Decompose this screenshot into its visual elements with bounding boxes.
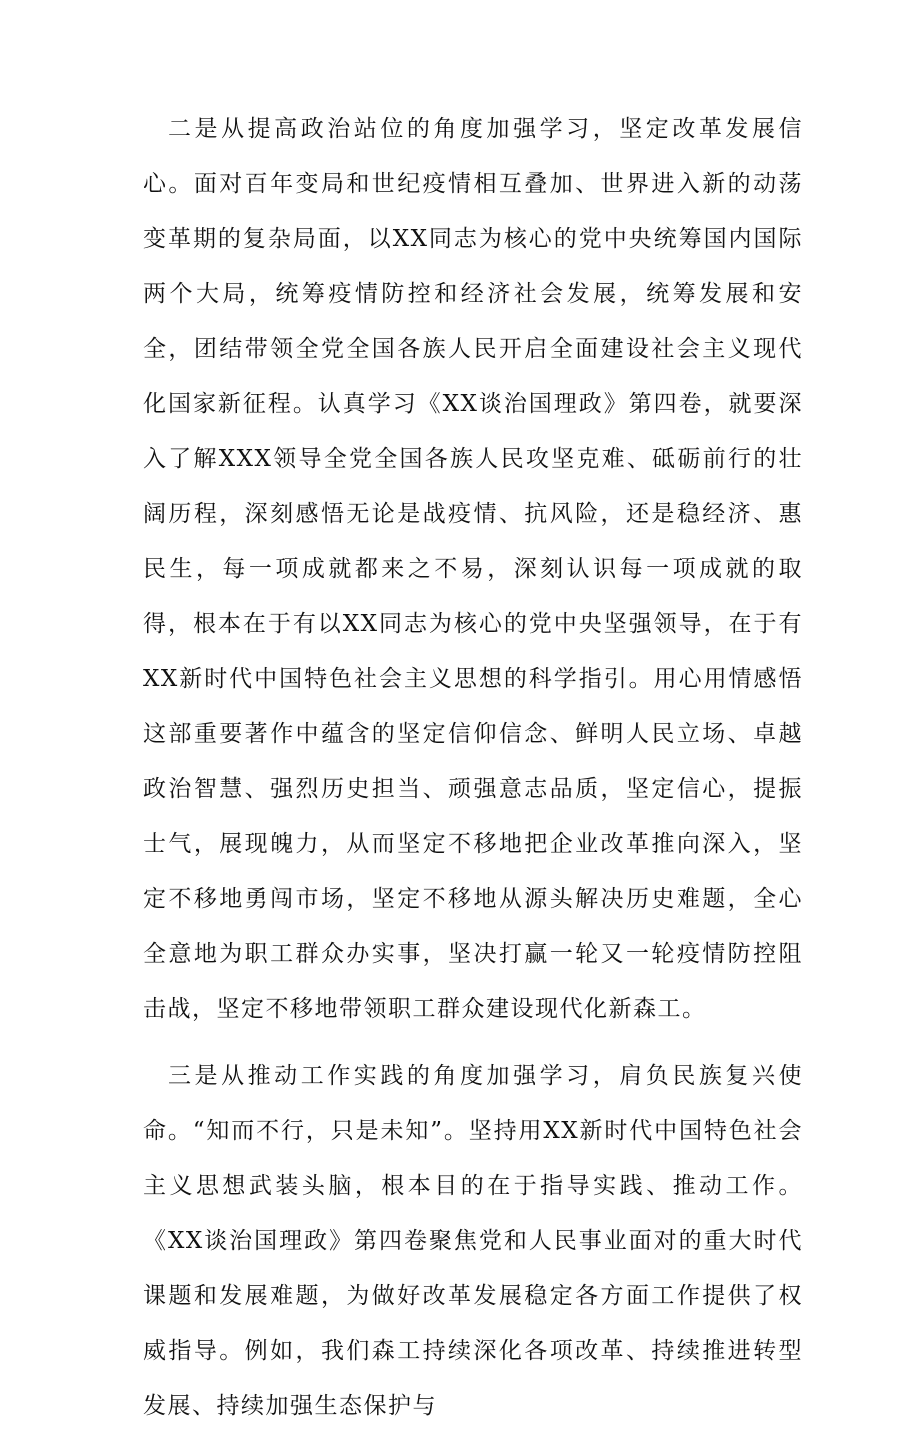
paragraph-political-standing: 二是从提高政治站位的角度加强学习，坚定改革发展信心。面对百年变局和世纪疫情相互叠加、世界进入新的动荡变革期的复杂局面，以XX同志为核心的党中央统筹国内国际两个大局，统筹疫情防控和经济社会发展，统筹发展和安全，团结带领全党全国各族人民开启全面建设社会主义现代化国家新征程。认真学习《XX谈治国理政》第四卷，就要深入了解XXX领导全党全国各族人民攻坚克难、砥砺前行的壮阔历程，深刻感悟无论是战疫情、抗风险，还是稳经济、惠民生，每一项成就都来之不易，深刻认识每一项成就的取得，根本在于有以XX同志为核心的党中央坚强领导，在于有XX新时代中国特色社会主义思想的科学指引。用心用情感悟这部重要著作中蕴含的坚定信仰信念、鲜明人民立场、卓越政治智慧、强烈历史担当、顽强意志品质，坚定信心，提振士气，展现魄力，从而坚定不移地把企业改革推向深入，坚定不移地勇闯市场，坚定不移地从源头解决历史难题，全心全意地为职工群众办实事，坚决打赢一轮又一轮疫情防控阻击战，坚定不移地带领职工群众建设现代化新森工。 [143,116,803,1022]
document-body [143,102,803,1434]
paragraph-work-practice: 三是从推动工作实践的角度加强学习，肩负民族复兴使命。“知而不行，只是未知”。坚持用XX新时代中国特色社会主义思想武装头脑，根本目的在于指导实践、推动工作。《XX谈治国理政》第四卷聚焦党和人民事业面对的重大时代课题和发展难题，为做好改革发展稳定各方面工作提供了权威指导。例如，我们森工持续深化各项改革、持续推进转型发展、持续加强生态保护与 [143,1063,803,1419]
